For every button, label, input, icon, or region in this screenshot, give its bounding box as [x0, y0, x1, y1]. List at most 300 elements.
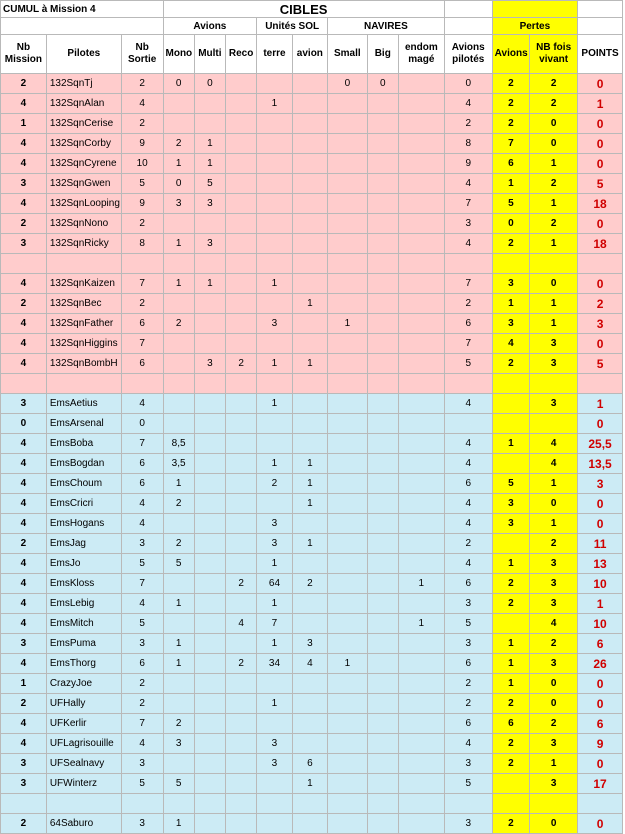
cell-avions-perdus: 2	[492, 114, 530, 134]
cell-multi	[194, 714, 225, 734]
cell-nb-mission: 4	[1, 314, 47, 334]
cell-big	[367, 494, 398, 514]
cell-nb-sortie: 2	[121, 694, 163, 714]
cell-nb-sortie: 7	[121, 574, 163, 594]
cell-avions-pilotes: 6	[444, 314, 492, 334]
cell-terre: 64	[257, 574, 292, 594]
cell-points	[578, 254, 623, 274]
cell-nb-fois-vivant: 1	[530, 314, 578, 334]
cell-big	[367, 454, 398, 474]
cell-nb-fois-vivant: 1	[530, 514, 578, 534]
cell-endommage	[398, 694, 444, 714]
cell-multi	[194, 814, 225, 834]
cell-points: 17	[578, 774, 623, 794]
col-points: POINTS	[578, 35, 623, 74]
cell-avion	[292, 254, 327, 274]
cell-pilote: 132SqnCerise	[46, 114, 121, 134]
cell-avions-perdus: 1	[492, 554, 530, 574]
cell-pilote: 132SqnLooping	[46, 194, 121, 214]
cell-terre	[257, 74, 292, 94]
cell-avion: 1	[292, 774, 327, 794]
cell-multi	[194, 434, 225, 454]
table-row	[1, 774, 623, 794]
cell-mono: 0	[163, 74, 194, 94]
cell-avion	[292, 554, 327, 574]
cell-nb-mission: 4	[1, 194, 47, 214]
cell-terre	[257, 254, 292, 274]
cell-endommage	[398, 734, 444, 754]
cell-endommage	[398, 114, 444, 134]
col-endommage: endom magé	[398, 35, 444, 74]
cell-mono: 1	[163, 154, 194, 174]
cell-reco	[226, 154, 257, 174]
cell-multi	[194, 474, 225, 494]
group-unites-sol: Unités SOL	[257, 18, 328, 35]
table-row	[1, 314, 623, 334]
cell-nb-mission: 4	[1, 274, 47, 294]
cell-avions-pilotes: 4	[444, 94, 492, 114]
cell-nb-mission: 3	[1, 394, 47, 414]
cell-pilote: 132SqnAlan	[46, 94, 121, 114]
cell-terre	[257, 714, 292, 734]
sheet-title: CUMUL à Mission 4	[1, 1, 164, 18]
cell-avion	[292, 334, 327, 354]
col-big: Big	[367, 35, 398, 74]
group-navires: NAVIRES	[328, 18, 445, 35]
cell-nb-fois-vivant: 1	[530, 194, 578, 214]
cell-nb-mission: 1	[1, 674, 47, 694]
cell-avion	[292, 734, 327, 754]
cell-reco	[226, 274, 257, 294]
cell-reco	[226, 434, 257, 454]
cell-nb-sortie: 0	[121, 414, 163, 434]
cell-points: 0	[578, 814, 623, 834]
cell-nb-mission: 4	[1, 434, 47, 454]
table-row	[1, 574, 623, 594]
cell-multi	[194, 114, 225, 134]
cell-reco	[226, 294, 257, 314]
table-row	[1, 74, 623, 94]
table-row	[1, 134, 623, 154]
cell-avions-pilotes: 2	[444, 694, 492, 714]
cell-small	[328, 514, 368, 534]
cell-nb-sortie: 4	[121, 394, 163, 414]
cell-nb-fois-vivant: 3	[530, 334, 578, 354]
cell-endommage	[398, 234, 444, 254]
cell-small	[328, 794, 368, 814]
cell-nb-sortie: 4	[121, 494, 163, 514]
cell-nb-mission: 4	[1, 514, 47, 534]
cell-big	[367, 474, 398, 494]
cell-terre: 1	[257, 594, 292, 614]
cell-endommage: 1	[398, 614, 444, 634]
cell-nb-sortie	[121, 794, 163, 814]
cell-points: 0	[578, 514, 623, 534]
cell-points: 3	[578, 474, 623, 494]
cell-nb-fois-vivant: 1	[530, 474, 578, 494]
table-row	[1, 434, 623, 454]
cell-terre: 1	[257, 394, 292, 414]
cell-reco	[226, 474, 257, 494]
cell-small	[328, 534, 368, 554]
cell-points: 13	[578, 554, 623, 574]
cell-reco	[226, 734, 257, 754]
cell-avion	[292, 134, 327, 154]
cell-avions-perdus: 2	[492, 354, 530, 374]
cell-avions-pilotes: 4	[444, 454, 492, 474]
cell-nb-sortie: 3	[121, 754, 163, 774]
cell-avions-perdus	[492, 414, 530, 434]
cell-mono	[163, 754, 194, 774]
cell-multi	[194, 534, 225, 554]
cell-avions-pilotes: 2	[444, 294, 492, 314]
cell-mono	[163, 514, 194, 534]
table-row	[1, 494, 623, 514]
table-row	[1, 654, 623, 674]
cell-big	[367, 114, 398, 134]
cell-reco	[226, 214, 257, 234]
cell-terre: 1	[257, 454, 292, 474]
cell-small	[328, 234, 368, 254]
cell-nb-sortie	[121, 374, 163, 394]
cell-pilote: 132SqnRicky	[46, 234, 121, 254]
cell-nb-mission: 4	[1, 494, 47, 514]
cell-small	[328, 594, 368, 614]
cell-nb-mission: 3	[1, 174, 47, 194]
cell-avions-perdus: 2	[492, 74, 530, 94]
table-row	[1, 794, 623, 814]
cell-mono	[163, 674, 194, 694]
cell-big	[367, 614, 398, 634]
table-row	[1, 154, 623, 174]
cell-mono	[163, 394, 194, 414]
table-row	[1, 674, 623, 694]
cell-avions-pilotes: 6	[444, 474, 492, 494]
cell-big: 0	[367, 74, 398, 94]
cell-nb-fois-vivant: 1	[530, 754, 578, 774]
cell-avion	[292, 714, 327, 734]
cell-big	[367, 274, 398, 294]
cell-multi: 0	[194, 74, 225, 94]
cell-pilote: EmsJag	[46, 534, 121, 554]
cell-pilote: 132SqnBec	[46, 294, 121, 314]
cell-endommage	[398, 814, 444, 834]
cell-reco	[226, 234, 257, 254]
cell-big	[367, 134, 398, 154]
cell-avion	[292, 414, 327, 434]
cell-reco: 2	[226, 354, 257, 374]
cell-avions-pilotes: 7	[444, 334, 492, 354]
cell-multi	[194, 514, 225, 534]
cell-small	[328, 614, 368, 634]
cell-small: 1	[328, 654, 368, 674]
cell-terre: 1	[257, 354, 292, 374]
cell-reco	[226, 454, 257, 474]
cell-nb-fois-vivant: 2	[530, 74, 578, 94]
cell-nb-fois-vivant	[530, 374, 578, 394]
cell-multi	[194, 614, 225, 634]
table-row	[1, 514, 623, 534]
cell-avions-perdus: 2	[492, 694, 530, 714]
cell-points: 0	[578, 694, 623, 714]
cell-avion	[292, 794, 327, 814]
cell-small	[328, 494, 368, 514]
cell-avions-perdus: 3	[492, 274, 530, 294]
cell-avion	[292, 234, 327, 254]
cell-nb-sortie	[121, 254, 163, 274]
col-nb-mission: Nb Mission	[1, 35, 47, 74]
cell-avion	[292, 594, 327, 614]
cell-big	[367, 394, 398, 414]
cell-pilote: EmsBogdan	[46, 454, 121, 474]
cell-nb-sortie: 7	[121, 274, 163, 294]
cell-endommage	[398, 334, 444, 354]
cell-terre: 1	[257, 274, 292, 294]
cell-nb-fois-vivant: 0	[530, 274, 578, 294]
table-row	[1, 714, 623, 734]
cell-nb-fois-vivant: 3	[530, 774, 578, 794]
cell-avions-perdus: 2	[492, 734, 530, 754]
cell-points: 0	[578, 114, 623, 134]
cell-reco	[226, 814, 257, 834]
cell-avions-perdus: 1	[492, 294, 530, 314]
cell-reco	[226, 494, 257, 514]
cell-nb-mission	[1, 254, 47, 274]
cell-avions-pilotes: 4	[444, 234, 492, 254]
cell-nb-sortie: 8	[121, 234, 163, 254]
cell-endommage	[398, 294, 444, 314]
cell-small	[328, 454, 368, 474]
cell-endommage	[398, 634, 444, 654]
header-row-2	[1, 18, 623, 35]
cell-mono: 2	[163, 134, 194, 154]
cell-big	[367, 814, 398, 834]
group-pertes: Pertes	[492, 18, 577, 35]
cell-avions-perdus: 2	[492, 574, 530, 594]
cell-endommage	[398, 434, 444, 454]
cell-nb-mission: 4	[1, 94, 47, 114]
col-terre: terre	[257, 35, 292, 74]
table-row	[1, 354, 623, 374]
cell-nb-sortie: 6	[121, 354, 163, 374]
cell-pilote: EmsCricri	[46, 494, 121, 514]
cell-terre: 1	[257, 634, 292, 654]
table-row	[1, 214, 623, 234]
cell-nb-sortie: 5	[121, 554, 163, 574]
cell-nb-sortie: 10	[121, 154, 163, 174]
cell-mono	[163, 114, 194, 134]
cell-nb-fois-vivant	[530, 414, 578, 434]
cell-terre	[257, 434, 292, 454]
cell-multi: 1	[194, 134, 225, 154]
cell-small	[328, 814, 368, 834]
cell-endommage	[398, 554, 444, 574]
cell-avion	[292, 274, 327, 294]
cell-avions-perdus: 3	[492, 314, 530, 334]
cell-mono: 1	[163, 654, 194, 674]
cell-nb-mission: 3	[1, 754, 47, 774]
cell-mono	[163, 334, 194, 354]
cell-nb-fois-vivant: 3	[530, 594, 578, 614]
cell-avions-perdus: 1	[492, 654, 530, 674]
table-row	[1, 414, 623, 434]
cell-avions-perdus	[492, 454, 530, 474]
cell-points: 0	[578, 74, 623, 94]
cell-endommage	[398, 154, 444, 174]
cell-points: 1	[578, 594, 623, 614]
cell-multi	[194, 294, 225, 314]
table-row	[1, 754, 623, 774]
cell-mono: 2	[163, 534, 194, 554]
cell-pilote: EmsChoum	[46, 474, 121, 494]
cell-avions-pilotes	[444, 254, 492, 274]
cell-nb-mission: 4	[1, 134, 47, 154]
cell-endommage	[398, 134, 444, 154]
cell-mono	[163, 294, 194, 314]
col-small: Small	[328, 35, 368, 74]
cell-endommage	[398, 754, 444, 774]
cell-avions-pilotes: 4	[444, 394, 492, 414]
cell-reco	[226, 534, 257, 554]
cell-mono	[163, 574, 194, 594]
cell-nb-fois-vivant: 0	[530, 694, 578, 714]
cell-nb-fois-vivant: 2	[530, 174, 578, 194]
cell-nb-sortie: 3	[121, 814, 163, 834]
cell-terre	[257, 494, 292, 514]
cell-multi	[194, 394, 225, 414]
blank-header	[444, 1, 492, 18]
cell-big	[367, 194, 398, 214]
cell-endommage	[398, 774, 444, 794]
cell-pilote: 132SqnCorby	[46, 134, 121, 154]
cell-nb-fois-vivant: 4	[530, 454, 578, 474]
cell-small	[328, 474, 368, 494]
cell-small	[328, 214, 368, 234]
cell-reco	[226, 174, 257, 194]
cell-multi	[194, 554, 225, 574]
cell-avions-pilotes: 2	[444, 534, 492, 554]
cell-small	[328, 294, 368, 314]
cell-small	[328, 134, 368, 154]
cell-endommage	[398, 94, 444, 114]
cell-nb-sortie: 4	[121, 594, 163, 614]
cell-nb-fois-vivant: 0	[530, 814, 578, 834]
cell-avion	[292, 394, 327, 414]
cell-points: 11	[578, 534, 623, 554]
cell-nb-mission: 1	[1, 114, 47, 134]
cell-avions-pilotes: 3	[444, 814, 492, 834]
cell-nb-fois-vivant: 3	[530, 654, 578, 674]
cell-pilote: EmsLebig	[46, 594, 121, 614]
cell-mono: 0	[163, 174, 194, 194]
cell-nb-mission: 4	[1, 734, 47, 754]
cell-nb-mission: 2	[1, 214, 47, 234]
cell-nb-sortie: 4	[121, 514, 163, 534]
cell-terre: 3	[257, 534, 292, 554]
cell-nb-sortie: 2	[121, 74, 163, 94]
col-mono: Mono	[163, 35, 194, 74]
cell-nb-fois-vivant: 1	[530, 154, 578, 174]
cell-big	[367, 234, 398, 254]
cell-nb-sortie: 2	[121, 114, 163, 134]
cell-endommage	[398, 74, 444, 94]
cell-pilote: UFWinterz	[46, 774, 121, 794]
cell-big	[367, 714, 398, 734]
cell-small	[328, 674, 368, 694]
cell-nb-mission: 4	[1, 714, 47, 734]
table-row	[1, 254, 623, 274]
table-row	[1, 534, 623, 554]
cell-small: 0	[328, 74, 368, 94]
cell-endommage	[398, 174, 444, 194]
cell-avions-perdus: 3	[492, 494, 530, 514]
cell-mono: 3,5	[163, 454, 194, 474]
cell-avion	[292, 74, 327, 94]
cell-nb-sortie: 5	[121, 774, 163, 794]
cell-reco	[226, 134, 257, 154]
cell-endommage	[398, 474, 444, 494]
cell-avion: 1	[292, 474, 327, 494]
cell-avions-pilotes: 6	[444, 714, 492, 734]
cell-terre: 3	[257, 514, 292, 534]
cell-mono	[163, 374, 194, 394]
cell-avions-perdus	[492, 254, 530, 274]
cell-mono	[163, 94, 194, 114]
cell-avion	[292, 614, 327, 634]
cell-avion	[292, 94, 327, 114]
cell-avion: 1	[292, 354, 327, 374]
cell-big	[367, 534, 398, 554]
cell-avions-perdus: 1	[492, 674, 530, 694]
cell-endommage	[398, 214, 444, 234]
cell-avion	[292, 214, 327, 234]
cell-nb-mission: 2	[1, 294, 47, 314]
cell-multi	[194, 454, 225, 474]
cell-avion	[292, 694, 327, 714]
cell-big	[367, 174, 398, 194]
cell-endommage	[398, 274, 444, 294]
cell-terre: 3	[257, 314, 292, 334]
cell-nb-sortie: 4	[121, 94, 163, 114]
cell-avions-pilotes: 3	[444, 754, 492, 774]
cell-avions-pilotes: 7	[444, 194, 492, 214]
cell-endommage	[398, 254, 444, 274]
cell-multi	[194, 654, 225, 674]
cell-big	[367, 254, 398, 274]
table-row	[1, 814, 623, 834]
cell-avions-perdus: 4	[492, 334, 530, 354]
cell-nb-fois-vivant: 2	[530, 714, 578, 734]
cell-multi	[194, 674, 225, 694]
cell-terre	[257, 374, 292, 394]
cell-pilote: UFLagrisouille	[46, 734, 121, 754]
cell-mono: 2	[163, 714, 194, 734]
cell-mono	[163, 794, 194, 814]
cell-big	[367, 314, 398, 334]
table-row	[1, 174, 623, 194]
cell-small	[328, 754, 368, 774]
cell-small	[328, 334, 368, 354]
cell-avion: 3	[292, 634, 327, 654]
cell-small	[328, 374, 368, 394]
cell-nb-fois-vivant: 2	[530, 534, 578, 554]
cell-nb-mission: 3	[1, 634, 47, 654]
cell-small	[328, 554, 368, 574]
cell-multi	[194, 414, 225, 434]
cell-nb-mission: 4	[1, 454, 47, 474]
cell-multi	[194, 374, 225, 394]
cell-endommage: 1	[398, 574, 444, 594]
